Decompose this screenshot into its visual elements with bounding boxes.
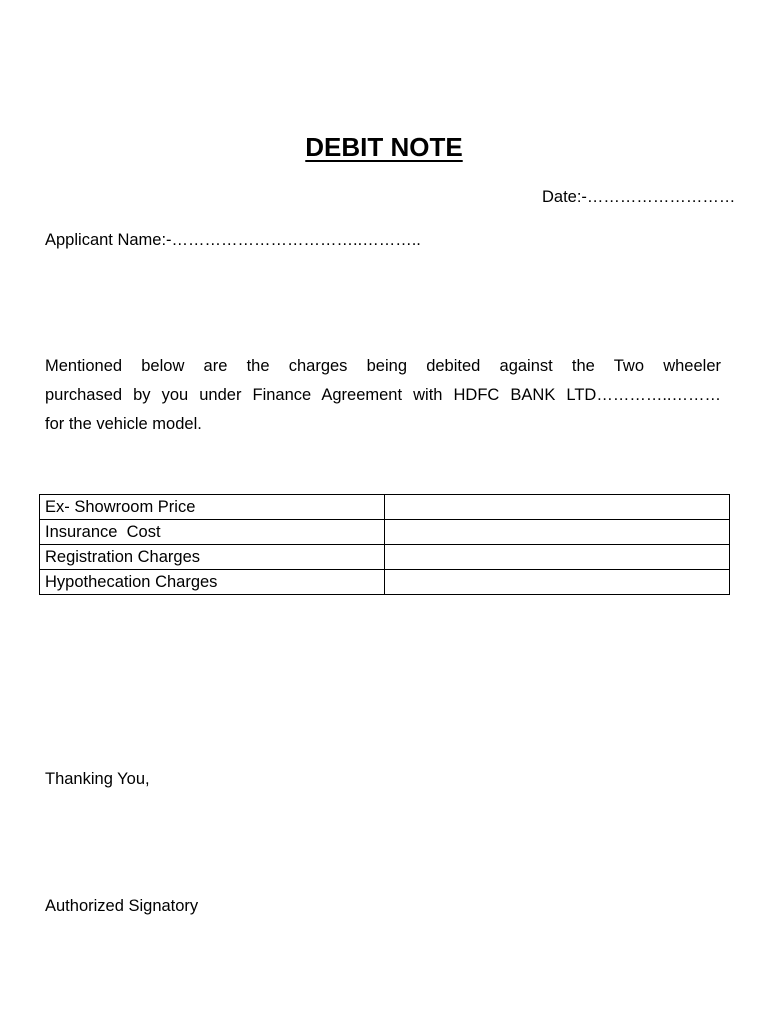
charge-value	[384, 545, 729, 570]
charge-value	[384, 570, 729, 595]
charge-label: Registration Charges	[40, 545, 385, 570]
charges-table	[39, 494, 730, 595]
body-line-3: for the vehicle model.	[45, 415, 202, 433]
charge-label: Hypothecation Charges	[40, 570, 385, 595]
charge-value	[384, 520, 729, 545]
document-title-text: DEBIT NOTE	[305, 132, 463, 162]
charge-value	[384, 495, 729, 520]
table-row	[40, 545, 730, 570]
authorized-signatory: Authorized Signatory	[45, 897, 199, 915]
charge-label: Ex- Showroom Price	[40, 495, 385, 520]
document-title	[0, 131, 768, 163]
charge-label: Insurance Cost	[40, 520, 385, 545]
date-field: Date:-………………………	[542, 188, 736, 206]
table-row	[40, 520, 730, 545]
body-line-1: Mentioned below are the charges being debited against the Two wheeler	[45, 357, 721, 375]
table-row	[40, 495, 730, 520]
body-paragraph	[45, 352, 721, 439]
body-line-2: purchased by you under Finance Agreement with HDFC BANK LTD…………..………	[45, 386, 721, 404]
table-row	[40, 570, 730, 595]
closing-text: Thanking You,	[45, 770, 150, 788]
applicant-name-field: Applicant Name:-……………………………..………..	[45, 231, 421, 249]
